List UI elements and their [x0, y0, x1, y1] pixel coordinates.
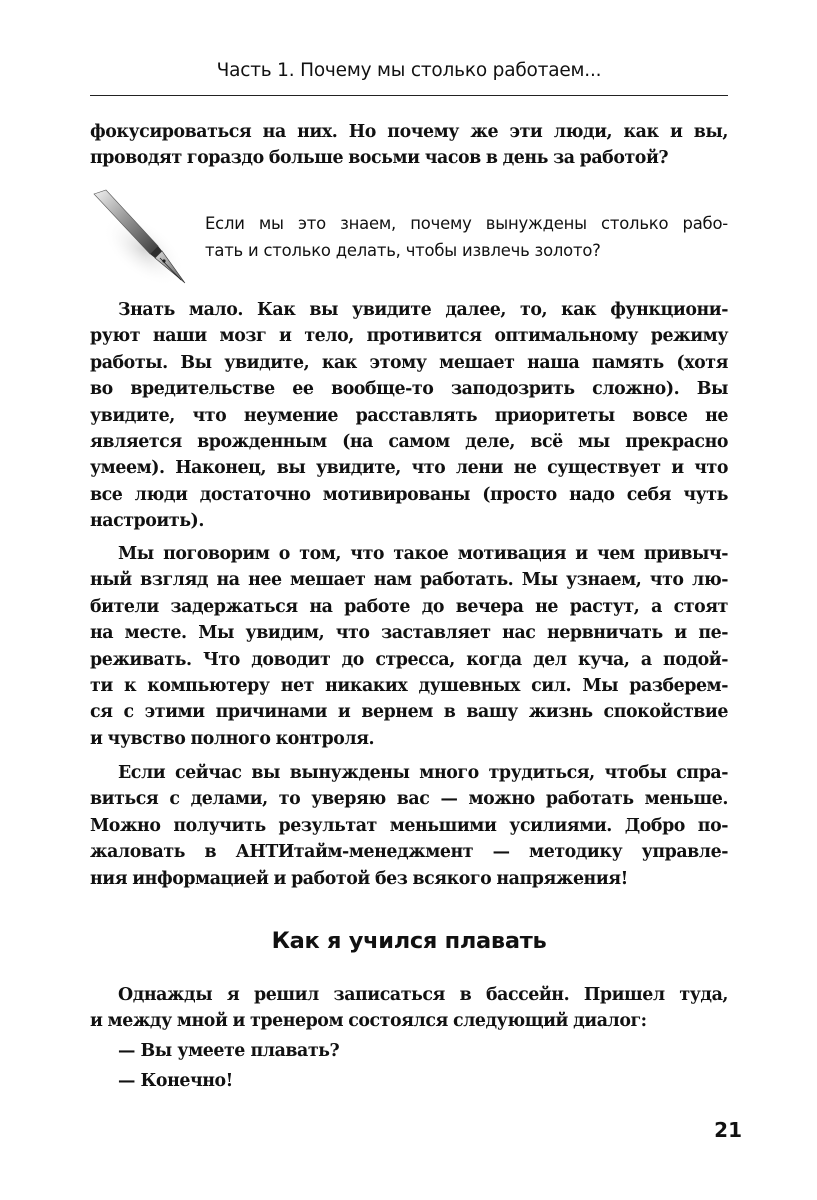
text-line: Знать мало. Как вы увидите далее, то, как функциони- — [118, 300, 728, 320]
text-line: ния информацией и работой без всякого напряжения! — [90, 868, 628, 889]
text-line: и между мной и тренером состоялся следующий диалог: — [90, 1011, 647, 1032]
text-line: руют наши мозг и тело, противится оптимальному режиму — [90, 326, 728, 347]
text-line: работы. Вы увидите, как этому мешает наша память (хотя — [90, 352, 728, 373]
text-line: является врожденным (на самом деле, всё мы прекрасно — [90, 432, 728, 453]
note-line: Если мы это знаем, почему вынуждены столько рабо- — [205, 214, 728, 233]
text-line: ся с этими причинами и вернем в вашу жизнь спокойствие — [90, 702, 728, 723]
margin-note — [205, 210, 728, 264]
text-line: фокусироваться на них. Но почему же эти люди, как и вы, — [90, 122, 728, 142]
text-line: ти к компьютеру нет никаких душевных сил. Мы разберем- — [90, 676, 728, 697]
paragraph — [90, 541, 728, 752]
text-line: Мы поговорим о том, что такое мотивация и чем привыч- — [118, 544, 728, 564]
header-rule — [90, 95, 728, 96]
text-line: увидите, что неумение расставлять приоритеты вовсе не — [90, 405, 728, 426]
text-line: и чувство полного контроля. — [90, 728, 375, 749]
text-line: жаловать в АНТИтайм-менеджмент — методику управле- — [90, 842, 728, 863]
text-line: Если сейчас вы вынуждены много трудиться, чтобы спра- — [118, 763, 728, 783]
text-line: во вредительстве ее вообще-то заподозрить сложно). Вы — [90, 379, 728, 400]
running-header: Часть 1. Почему мы столько работаем... — [216, 60, 602, 81]
dialog-line: — Вы умеете плавать? — [118, 1041, 340, 1061]
paragraph — [90, 297, 728, 535]
section-heading: Как я учился плавать — [271, 928, 547, 954]
text-line: бители задержаться на работе до вечера не растут, а стоят — [90, 596, 728, 617]
text-line: виться с делами, то уверяю вас — можно работать меньше. — [90, 789, 728, 810]
text-line: умеем). Наконец, вы увидите, что лени не существует и что — [90, 458, 728, 479]
fountain-pen-icon — [92, 188, 192, 290]
text-line: Можно получить результат меньшими усилиями. Добро по- — [90, 815, 728, 836]
note-line: тать и столько делать, чтобы извлечь золото? — [205, 241, 601, 260]
text-line: Однажды я решил записаться в бассейн. Пришел туда, — [118, 985, 728, 1005]
text-line: реживать. Что доводит до стресса, когда дел куча, а подой- — [90, 649, 728, 670]
text-line: все люди достаточно мотивированы (просто надо себя чуть — [90, 484, 728, 505]
paragraph — [90, 982, 728, 1035]
text-line: ный взгляд на нее мешает нам работать. Мы узнаем, что лю- — [90, 570, 728, 591]
dialog-line: — Конечно! — [118, 1071, 233, 1091]
paragraph — [90, 760, 728, 892]
text-line: проводят гораздо больше восьми часов в день за работой? — [90, 148, 669, 169]
page-number: 21 — [714, 1118, 742, 1142]
paragraph-continuation — [90, 119, 728, 172]
text-line: на месте. Мы увидим, что заставляет нас нервничать и пе- — [90, 623, 728, 644]
text-line: настроить). — [90, 511, 204, 532]
